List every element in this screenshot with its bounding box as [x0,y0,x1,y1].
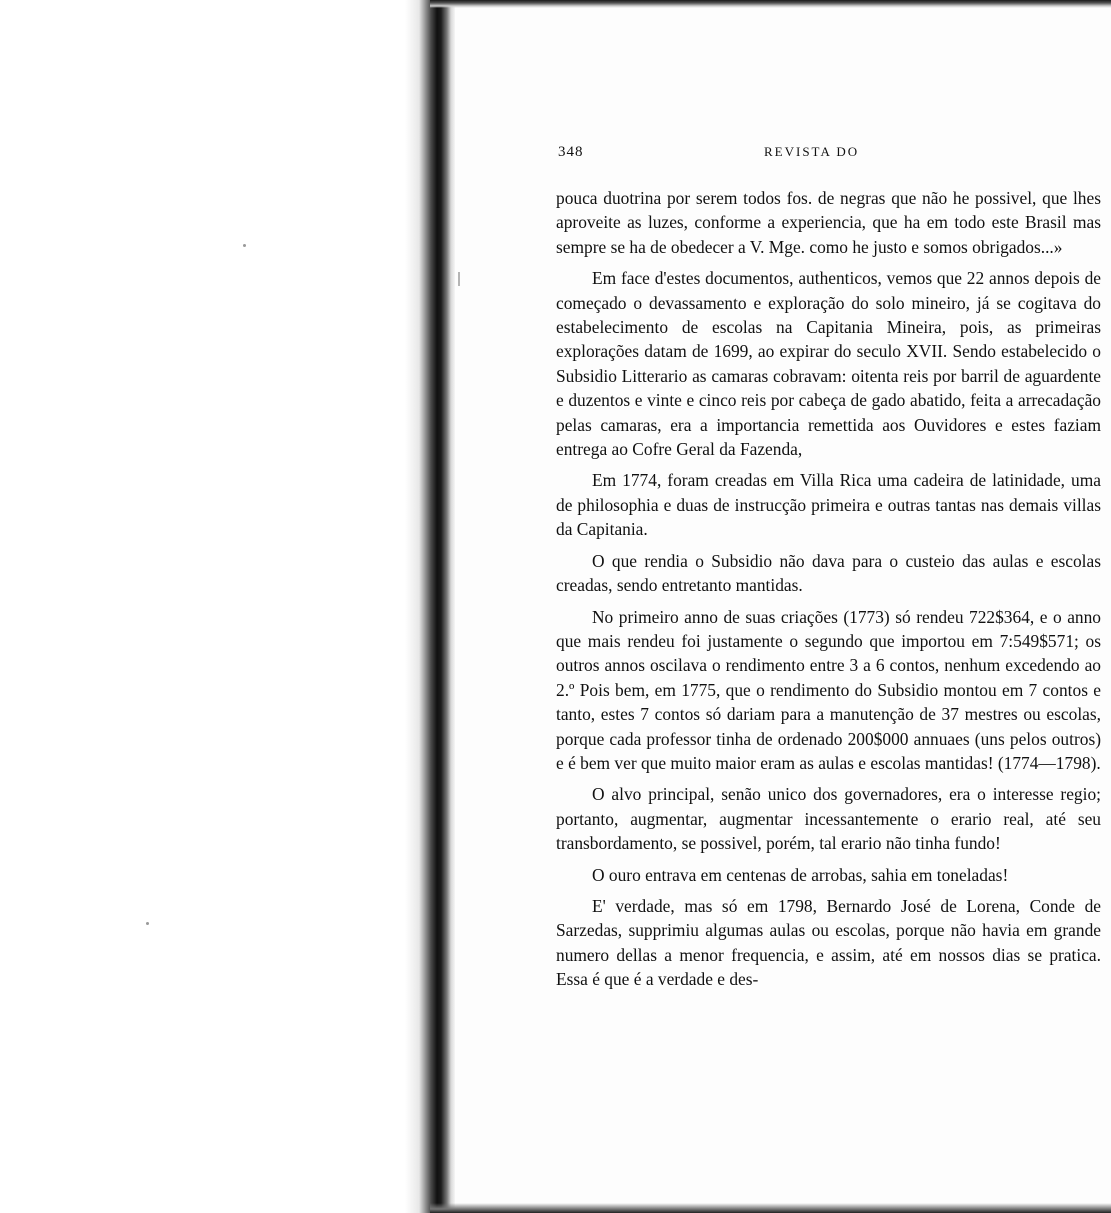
scan-speck [243,244,246,247]
page-bottom-edge [430,1203,1111,1213]
paragraph: Em 1774, foram creadas em Villa Rica uma cadeira de latinidade, uma de philosophia e duas de instrucção primeira e outras tantas nas demais villas da Capitania. [556,470,1101,540]
book-gutter [405,0,455,1213]
paragraph: No primeiro anno de suas criações (1773) só rendeu 722$364, e o anno que mais rendeu foi justamente o segundo que importou em 7:549$571; os outros annos oscilava o rendimento entre 3 a 6 contos, nenhum excedendo ao 2.º Pois bem, em 1775, que o rendimento do Subsidio montou em 7 contos e tanto, estes 7 contos só dariam para a manutenção de 37 mestres ou escolas, porque cada professor tinha de ordenado 200$000 annuaes (uns pelos outros) e é bem ver que muito maior eram as aulas e escolas mantidas! (1774—1798). [556,606,1101,773]
body-text [556,186,1101,992]
paragraph: E' verdade, mas só em 1798, Bernardo José de Lorena, Conde de Sarzedas, supprimiu algumas aulas ou escolas, porque não havia em grande numero dellas a menor frequencia, e assim, até em nossos dias se pratica. Essa é que é a verdade e des- [556,895,1101,990]
running-header [556,140,1101,166]
page-top-edge [430,0,1111,8]
page-content [556,140,1101,999]
running-title: REVISTA DO [764,144,860,159]
paragraph: O ouro entrava em centenas de arrobas, sahia em toneladas! [592,864,1009,885]
scan-speck [146,922,149,925]
paragraph: Em face d'estes documentos, authenticos, vemos que 22 annos depois de começado o devassamento e exploração do solo mineiro, já se cogitava do estabelecimento de escolas na Capitania Mineira, pois, as primeiras explorações datam de 1699, ao expirar do seculo XVII. Sendo estabelecido o Subsidio Litterario as camaras cobravam: oitenta reis por barril de aguardente e duzentos e vinte e cinco reis por cabeça de gado abatido, feita a arrecadação pelas camaras, era a importancia remettida aos Ouvidores e estes faziam entrega ao Cofre Geral da Fazenda, [556,268,1101,460]
page-number: 348 [558,144,584,160]
facing-page-blank [0,0,405,1213]
paragraph-continuation: pouca duotrina por serem todos fos. de negras que não he possivel, que lhes aproveite as luzes, conforme a experiencia, que ha em todo este Brasil mas sempre se ha de obedecer a V. Mge. como he justo e somos obrigados...» [556,188,1101,257]
paragraph: O alvo principal, senão unico dos governadores, era o interesse regio; portanto, augmentar, augmentar incessantemente o erario real, até seu transbordamento, se possivel, porém, tal erario não tinha fundo! [556,784,1101,854]
scan-speck [458,272,460,286]
paragraph: O que rendia o Subsidio não dava para o custeio das aulas e escolas creadas, sendo entretanto mantidas. [556,550,1101,596]
